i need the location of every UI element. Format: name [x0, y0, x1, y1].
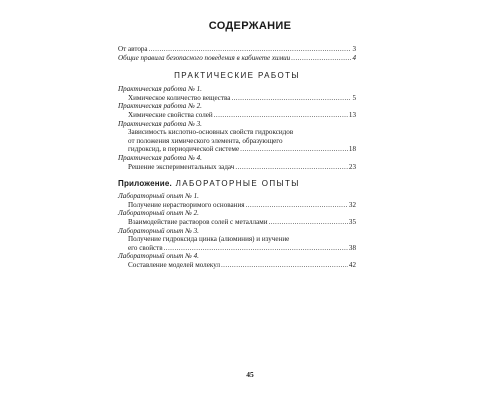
toc-entry [118, 45, 356, 54]
toc-entry [118, 163, 356, 172]
dot-leader [246, 201, 348, 210]
entry-text: Решение экспериментальных задач [128, 162, 235, 171]
work-label: Лабораторный опыт № 1. [118, 192, 199, 201]
entry-page: 5 [352, 93, 356, 102]
toc-entry [118, 244, 356, 253]
practical-works [118, 85, 356, 171]
appendix-heading [118, 179, 356, 188]
entry-text: Общие правила безопасного поведения в кабинете химии [118, 53, 291, 62]
page-title: СОДЕРЖАНИЕ [208, 20, 292, 32]
dot-leader [214, 111, 348, 120]
entry-page: 23 [348, 162, 356, 171]
entry-text: Получение нерастворимого основания [128, 200, 245, 209]
entry-page: 18 [348, 145, 356, 154]
work-title-line: Зависимость кислотно-основных свойств гидроксидов [128, 128, 294, 137]
dot-leader [149, 45, 352, 54]
appendix-heading-bold: Приложение. [118, 179, 172, 189]
entry-page: 4 [352, 53, 356, 62]
entry-text: гидроксид, в периодической системе [128, 145, 240, 154]
toc-entry [118, 111, 356, 120]
work-title-line: от положения химического элемента, образующего [128, 136, 283, 145]
appendix-heading-rest: ЛАБОРАТОРНЫЕ ОПЫТЫ [171, 179, 300, 189]
toc-entry [118, 54, 356, 63]
page-number: 45 [246, 370, 254, 379]
toc-entry [118, 261, 356, 270]
toc-entry [118, 145, 356, 154]
entry-page: 13 [348, 110, 356, 119]
entry-text: Химические свойства солей [128, 110, 213, 119]
dot-leader [269, 218, 348, 227]
toc-entry [118, 201, 356, 210]
work-label: Практическая работа № 1. [118, 85, 202, 94]
work-title-line: Получение гидроксида цинка (алюминия) и изучение [128, 235, 290, 244]
entry-text: его свойств [128, 243, 163, 252]
work-label: Практическая работа № 2. [118, 102, 202, 111]
lab-experiments [118, 192, 356, 269]
entry-page: 32 [348, 200, 356, 209]
dot-leader [231, 94, 351, 103]
entry-text: Составление моделей молекул [128, 260, 220, 269]
dot-leader [221, 261, 348, 270]
entry-text: От автора [118, 45, 148, 53]
work-label: Практическая работа № 4. [118, 153, 202, 162]
dot-leader [164, 244, 348, 253]
dot-leader [235, 163, 348, 172]
toc-entry [118, 94, 356, 103]
dot-leader [240, 145, 348, 154]
entry-page: 35 [348, 217, 356, 226]
dot-leader [291, 54, 351, 63]
entry-text: Взаимодействие растворов солей с металлами [128, 217, 268, 226]
work-label: Лабораторный опыт № 2. [118, 209, 199, 218]
entry-page: 3 [352, 45, 356, 53]
front-matter [118, 45, 356, 62]
work-label: Лабораторный опыт № 3. [118, 226, 199, 235]
entry-text: Химическое количество вещества [128, 93, 231, 102]
entry-page: 38 [348, 243, 356, 252]
practical-heading: ПРАКТИЧЕСКИЕ РАБОТЫ [174, 71, 300, 81]
entry-page: 42 [348, 260, 356, 269]
work-label: Лабораторный опыт № 4. [118, 252, 199, 261]
table-of-contents [118, 45, 356, 269]
work-label: Практическая работа № 3. [118, 119, 202, 128]
toc-entry [118, 218, 356, 227]
